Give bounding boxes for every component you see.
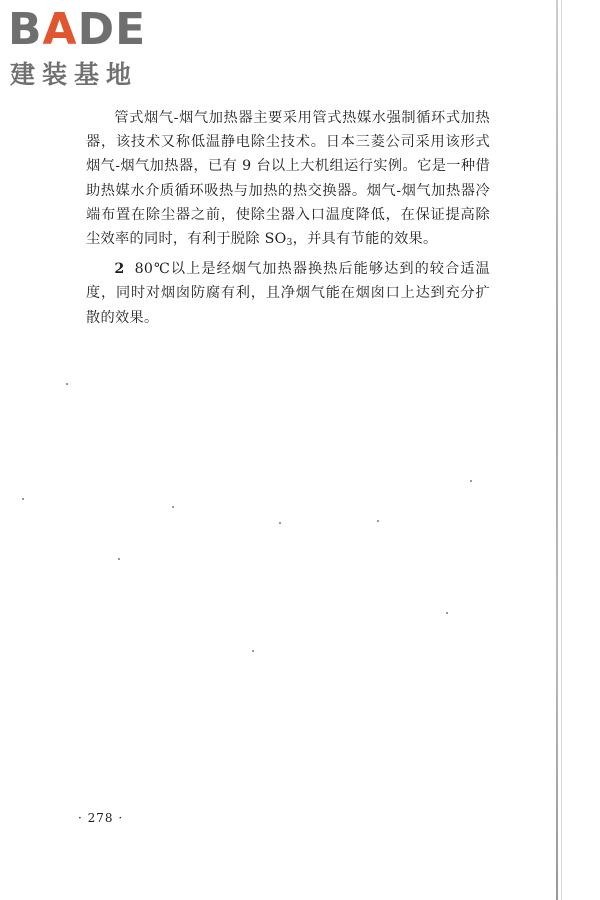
scan-edge-line bbox=[556, 0, 558, 900]
scan-speck bbox=[252, 650, 254, 652]
page-number: · 278 · bbox=[78, 811, 124, 825]
paragraph-2-text: 80℃以上是经烟气加热器换热后能够达到的较合适温度，同时对烟囱防腐有利，且净烟气能在烟囱口上达到充分扩散的效果。 bbox=[86, 261, 490, 326]
paragraph-1-text: 管式烟气-烟气加热器主要采用管式热媒水强制循环式加热器，该技术又称低温静电除尘技术。日本三菱公司采用该形式烟气-烟气加热器，已有 9 台以上大机组运行实例。它是一种借助热媒水介质循环吸热与加热的热交换器。烟气-烟气加热器冷端布置在除尘器之前，使除尘器入口温度降低，在保证提高除尘效率的同时，有利于脱除 SO bbox=[86, 110, 490, 248]
bade-logo bbox=[8, 4, 176, 96]
page-body bbox=[86, 106, 490, 332]
logo-subtitle: 建装基地 bbox=[10, 60, 139, 89]
scan-speck bbox=[118, 558, 120, 560]
item-number: 2 bbox=[114, 261, 125, 278]
logo-letter-a-accent: A bbox=[42, 4, 78, 55]
scan-edge-shadow bbox=[561, 0, 562, 900]
scan-speck bbox=[22, 498, 24, 500]
logo-letter-b: B bbox=[8, 4, 43, 55]
logo-letters-de: DE bbox=[77, 4, 147, 55]
so3-subscript: 3 bbox=[286, 238, 293, 249]
paragraph-1-text-end: ，并具有节能的效果。 bbox=[292, 231, 438, 248]
paragraph-2 bbox=[86, 257, 490, 330]
scan-speck bbox=[470, 480, 472, 482]
scan-speck bbox=[172, 506, 174, 508]
logo-wordmark bbox=[8, 4, 146, 56]
scan-speck bbox=[377, 520, 379, 522]
scan-speck bbox=[279, 522, 281, 524]
scan-speck bbox=[446, 612, 448, 614]
scan-speck bbox=[66, 383, 68, 385]
paragraph-1 bbox=[86, 106, 490, 255]
